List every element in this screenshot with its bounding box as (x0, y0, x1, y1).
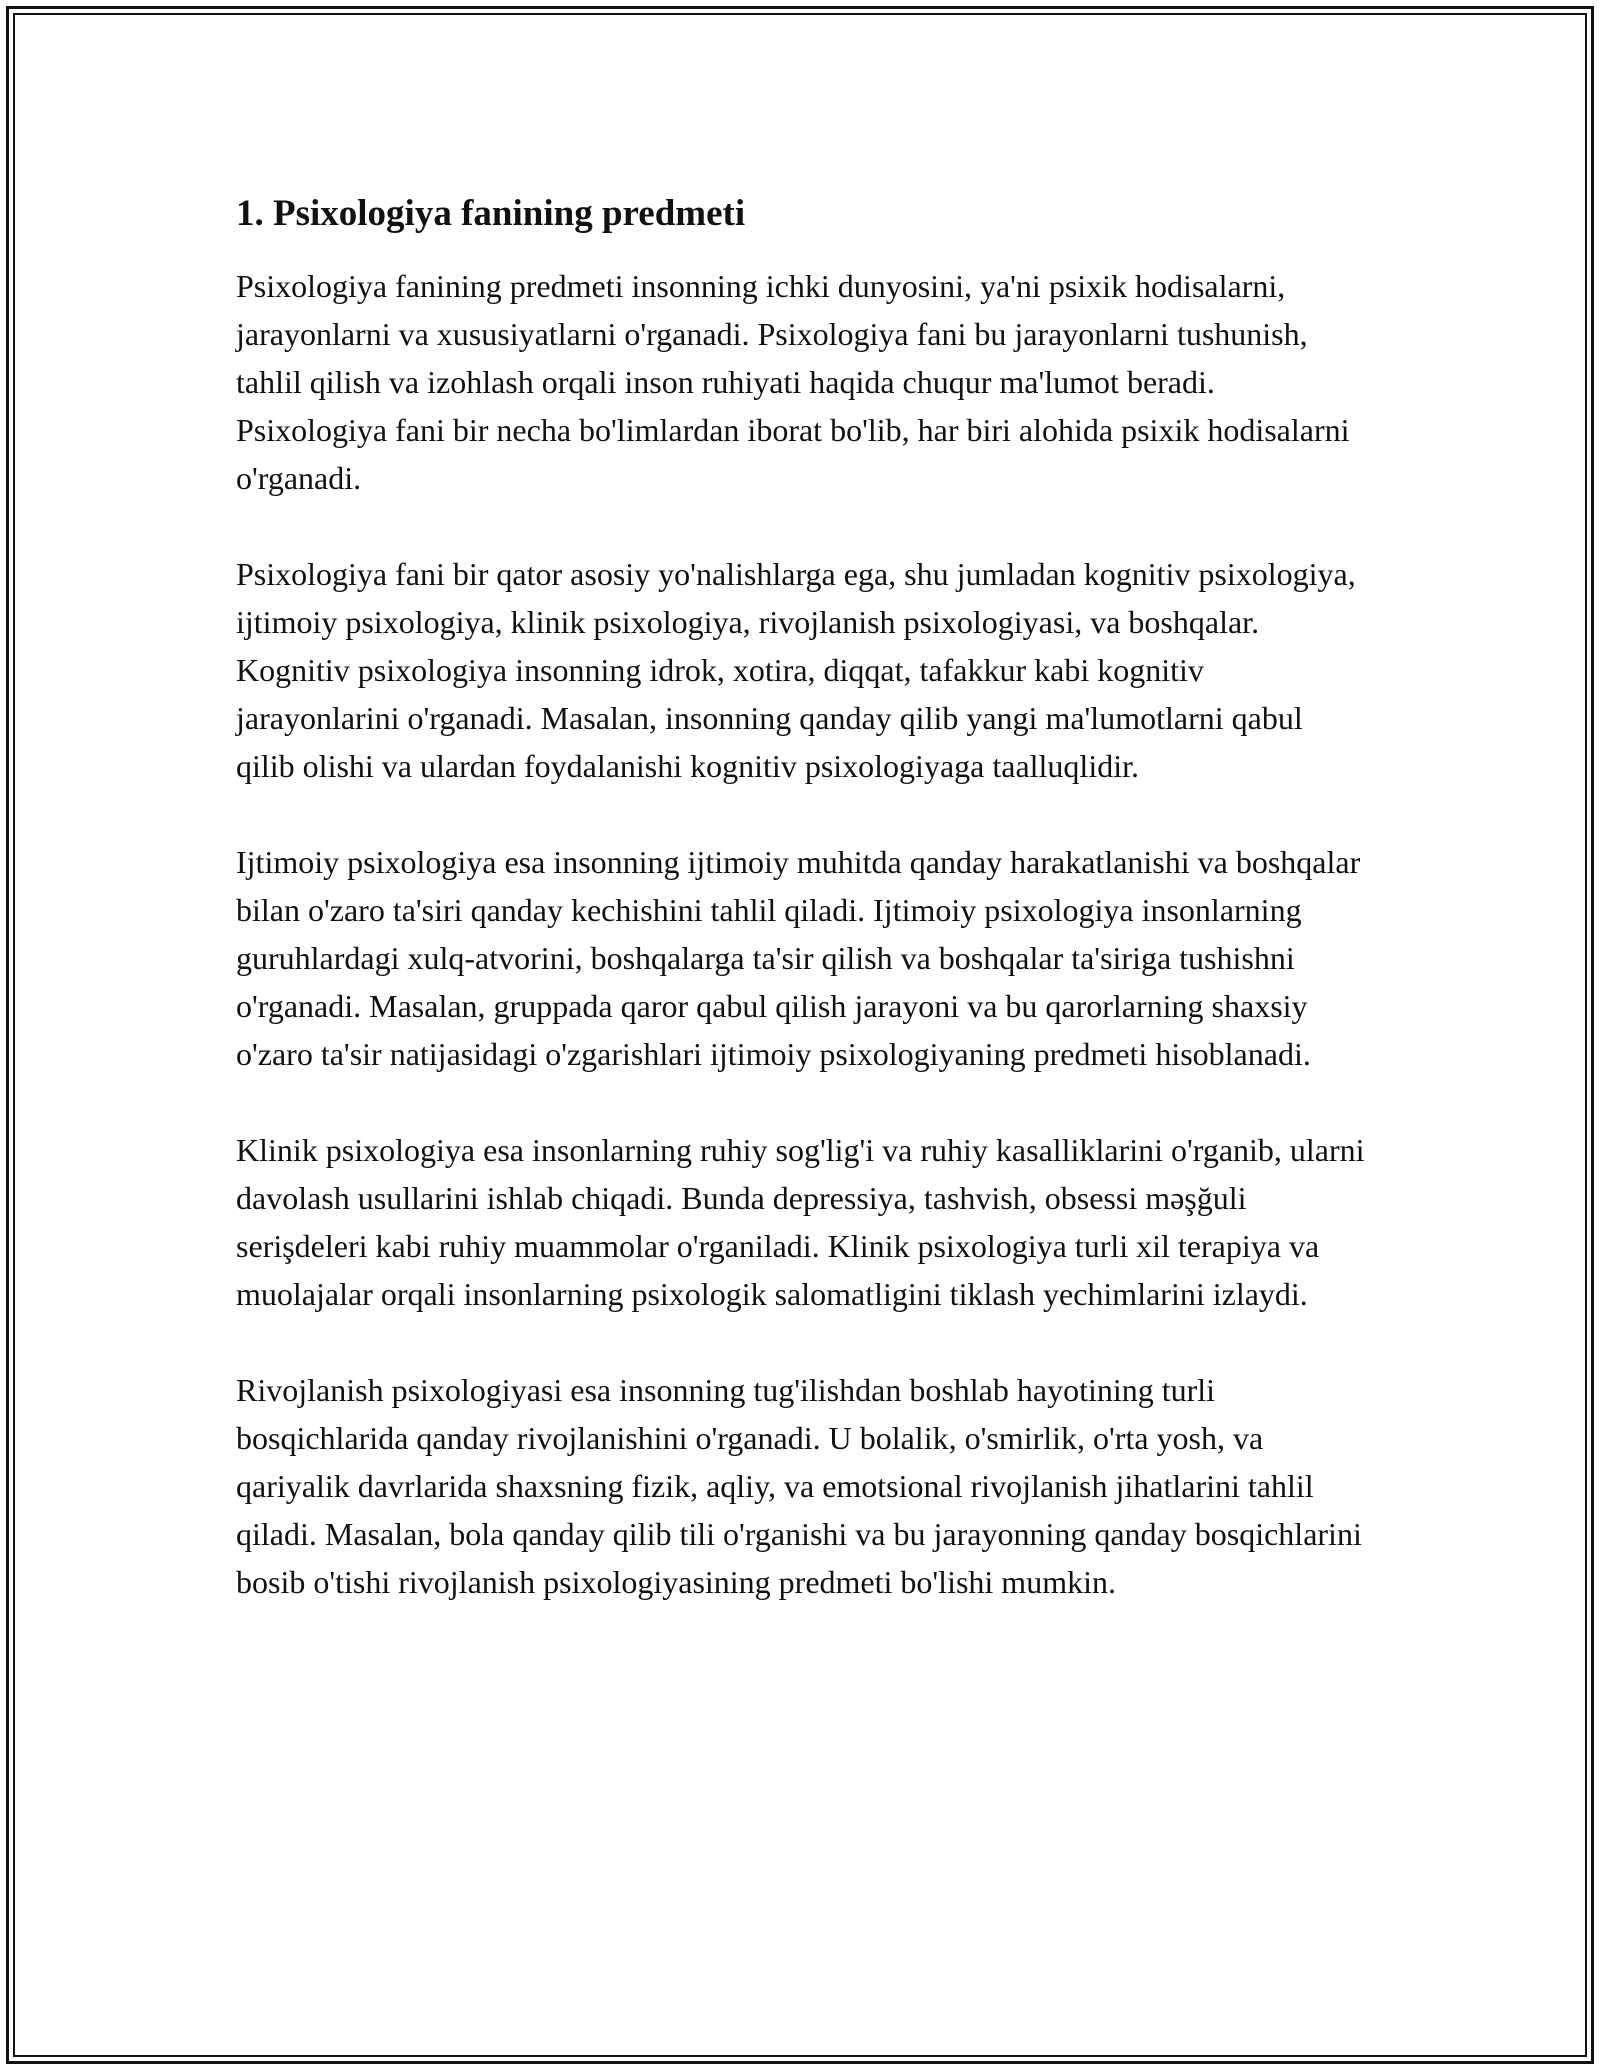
paragraph-social-psychology: Ijtimoiy psixologiya esa insonning ijtimoiy muhitda qanday harakatlanishi va boshqalar bilan o'zaro ta'siri qanday kechishini tahlil qiladi. Ijtimoiy psixologiya insonlarning guruhlardagi xulq-atvorini, boshqalarga ta'sir qilish va boshqalar ta'siriga tushishni o'rganadi. Masalan, gruppada qaror qabul qilish jarayoni va bu qarorlarning shaxsiy o'zaro ta'sir natijasidagi o'zgarishlari ijtimoiy psixologiyaning predmeti hisoblanadi. (236, 844, 1361, 1072)
paragraph-clinical-psychology: Klinik psixologiya esa insonlarning ruhiy sog'lig'i va ruhiy kasalliklarini o'rganib, ularni davolash usullarini ishlab chiqadi. Bunda depressiya, tashvish, obsessi məşğuli serişdeleri kabi ruhiy muammolar o'rganiladi. Klinik psixologiya turli xil terapiya va muolajalar orqali insonlarning psixologik salomatligini tiklash yechimlarini izlaydi. (236, 1132, 1365, 1312)
paragraph-subject: Psixologiya fanining predmeti insonning ichki dunyosini, ya'ni psixik hodisalarni, jarayonlarni va xususiyatlarni o'rganadi. Psixologiya fani bu jarayonlarni tushunish, tahlil qilish va izohlash orqali inson ruhiyati haqida chuqur ma'lumot beradi. Psixologiya fani bir necha bo'limlardan iborat bo'lib, har biri alohida psixik hodisalarni o'rganadi. (236, 268, 1350, 496)
paragraph-branches: Psixologiya fani bir qator asosiy yo'nalishlarga ega, shu jumladan kognitiv psixologiya, ijtimoiy psixologiya, klinik psixologiya, rivojlanish psixologiyasi, va boshqalar. Kognitiv psixologiya insonning idrok, xotira, diqqat, tafakkur kabi kognitiv jarayonlarini o'rganadi. Masalan, insonning qanday qilib yangi ma'lumotlarni qabul qilib olishi va ulardan foydalanishi kognitiv psixologiyaga taalluqlidir. (236, 556, 1356, 784)
section-heading: 1. Psixologiya fanining predmeti (236, 193, 746, 234)
paragraph-developmental-psychology: Rivojlanish psixologiyasi esa insonning tug'ilishdan boshlab hayotining turli bosqichlarida qanday rivojlanishini o'rganadi. U bolalik, o'smirlik, o'rta yosh, va qariyalik davrlarida shaxsning fizik, aqliy, va emotsional rivojlanish jihatlarini tahlil qiladi. Masalan, bola qanday qilib tili o'rganishi va bu jarayonning qanday bosqichlarini bosib o'tishi rivojlanish psixologiyasining predmeti bo'lishi mumkin. (236, 1372, 1362, 1600)
document-body (236, 186, 1366, 1654)
